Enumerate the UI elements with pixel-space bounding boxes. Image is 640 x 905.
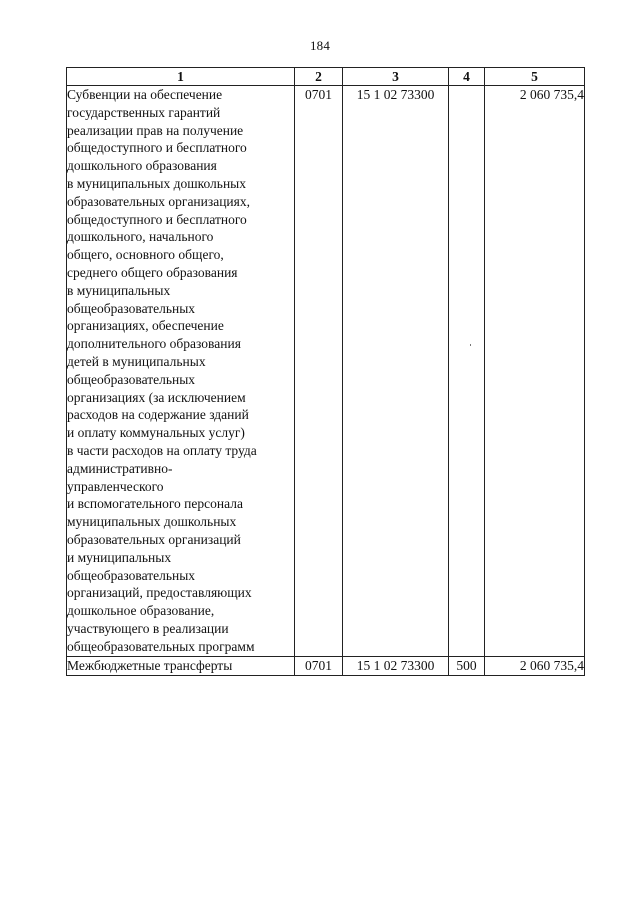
row-name-line: участвующего в реализации [67,620,229,636]
row-name-line: административно- [67,460,173,476]
row-name-line: государственных гарантий [67,104,221,120]
row-name-line: общедоступного и бесплатного [67,211,247,227]
row-name-line: и оплату коммунальных услуг) [67,425,245,441]
row-name-line: и вспомогательного персонала [67,496,243,512]
row-name-line: в муниципальных [67,282,171,298]
row-name-line: дополнительного образования [67,336,241,352]
table-row [67,656,585,675]
row-name-line: общеобразовательных [67,567,196,583]
row-name-line: общеобразовательных [67,371,196,387]
column-header-4: 4 [449,68,485,86]
row-name-line: организациях, обеспечение [67,318,224,334]
row-name-line: дошкольное образование, [67,603,215,619]
budget-table [66,67,585,676]
row-name-line: общего, основного общего, [67,247,224,263]
row-name-line: общеобразовательных программ [67,638,255,654]
row-name-line: дошкольного, начального [67,229,214,245]
column-header-3: 3 [343,68,449,86]
column-header-5: 5 [485,68,585,86]
scan-speck [470,344,471,346]
row-name-line: дошкольного образования [67,158,217,174]
target-article-cell: 15 1 02 73300 [343,86,449,657]
header-row [67,68,585,86]
expense-type-cell [449,86,485,657]
column-header-2: 2 [295,68,343,86]
table-row [67,86,585,657]
row-name-line: и муниципальных [67,549,172,565]
row-name-line: общедоступного и бесплатного [67,140,247,156]
section-code-cell: 0701 [295,86,343,657]
row-name-line: Субвенции на обеспечение [67,87,223,102]
row-name-line: расходов на содержание зданий [67,407,249,423]
row-name-line: организаций, предоставляющих [67,585,252,601]
expense-type-cell: 500 [449,656,485,675]
column-header-1: 1 [67,68,295,86]
row-name-line: образовательных организаций [67,531,241,547]
section-code-cell: 0701 [295,656,343,675]
row-name-line: детей в муниципальных [67,353,206,369]
row-name-line: образовательных организациях, [67,193,250,209]
target-article-cell: 15 1 02 73300 [343,656,449,675]
row-name-line: в муниципальных дошкольных [67,175,246,191]
row-name-line: общеобразовательных [67,300,196,316]
row-name-line: реализации прав на получение [67,122,244,138]
row-name-cell [67,86,295,657]
amount-cell: 2 060 735,4 [485,656,585,675]
row-name-line: организациях (за исключением [67,389,246,405]
amount-cell: 2 060 735,4 [485,86,585,657]
page-number: 184 [309,38,331,53]
row-name-line: среднего общего образования [67,264,238,280]
row-name-line: управленческого [67,478,164,494]
row-name-cell: Межбюджетные трансферты [67,656,295,675]
row-name-line: в части расходов на оплату труда [67,442,257,458]
row-name-line: муниципальных дошкольных [67,514,237,530]
